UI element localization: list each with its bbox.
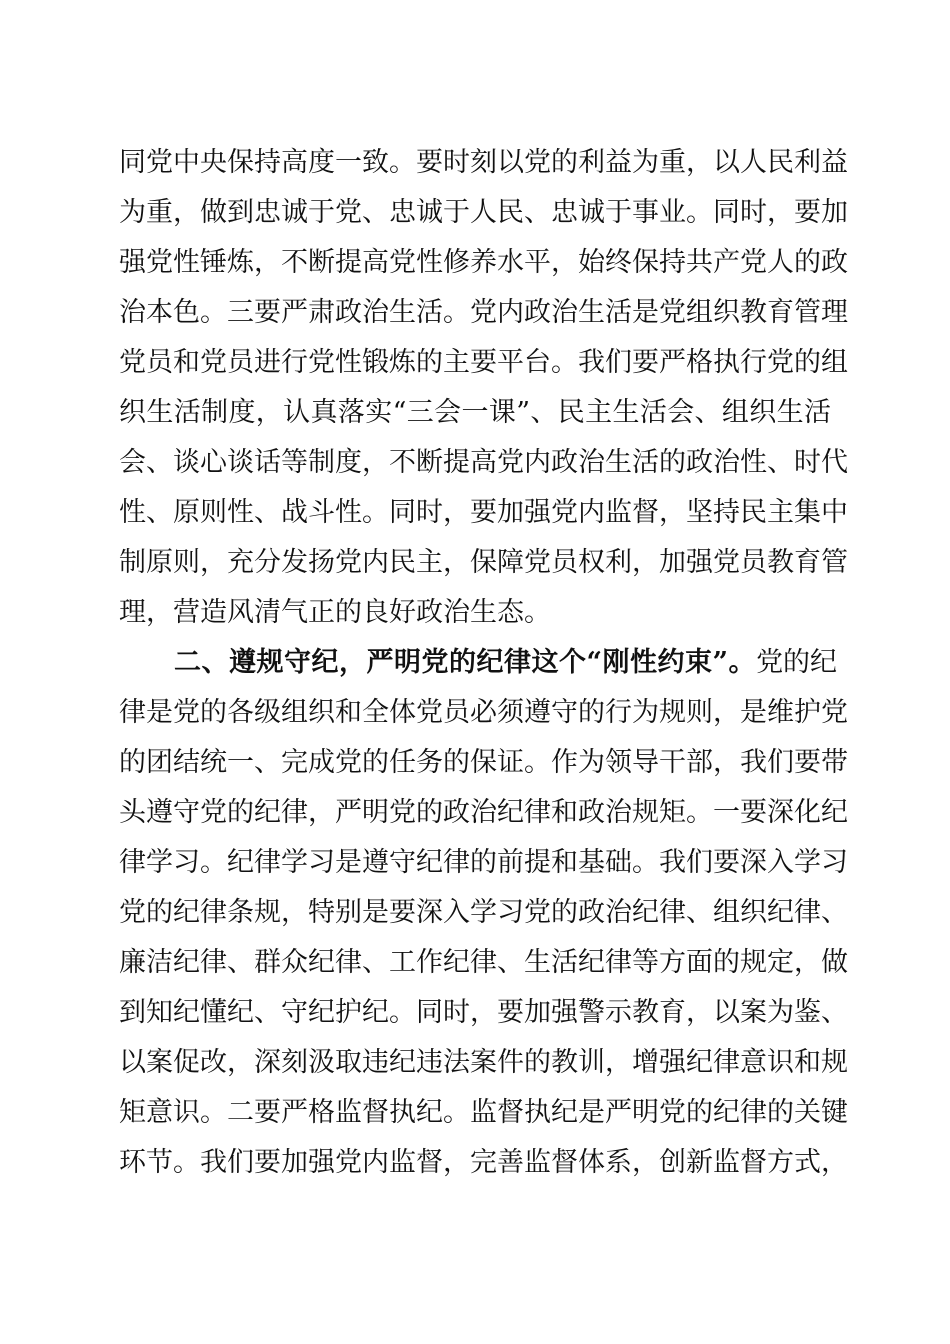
text-line: 强党性锤炼，不断提高党性修养水平，始终保持共产党人的政 (119, 247, 848, 278)
text-line: 治本色。三要严肃政治生活。党内政治生活是党组织教育管理 (119, 297, 848, 328)
text-line: 律是党的各级组织和全体党员必须遵守的行为规则，是维护党 (119, 697, 848, 728)
text-line: 性、原则性、战斗性。同时，要加强党内监督，坚持民主集中 (119, 497, 848, 528)
text-line: 制原则，充分发扬党内民主，保障党员权利，加强党员教育管 (119, 547, 848, 578)
text-line: 织生活制度，认真落实“三会一课”、民主生活会、组织生活 (119, 397, 831, 428)
text-line: 为重，做到忠诚于党、忠诚于人民、忠诚于事业。同时，要加 (119, 197, 848, 228)
section-heading-line (174, 643, 838, 683)
text-line: 到知纪懂纪、守纪护纪。同时，要加强警示教育，以案为鉴、 (119, 997, 848, 1028)
text-line: 廉洁纪律、群众纪律、工作纪律、生活纪律等方面的规定，做 (119, 947, 848, 978)
text-line: 律学习。纪律学习是遵守纪律的前提和基础。我们要深入学习 (119, 847, 848, 878)
heading-line-rest: 党的纪 (756, 647, 838, 678)
text-line: 头遵守党的纪律，严明党的政治纪律和政治规矩。一要深化纪 (119, 797, 848, 828)
text-line: 矩意识。二要严格监督执纪。监督执纪是严明党的纪律的关键 (119, 1097, 848, 1128)
text-line: 党员和党员进行党性锻炼的主要平台。我们要严格执行党的组 (119, 347, 848, 378)
text-line: 的团结统一、完成党的任务的保证。作为领导干部，我们要带 (119, 747, 848, 778)
text-line: 同党中央保持高度一致。要时刻以党的利益为重，以人民利益 (119, 147, 848, 178)
text-line: 理，营造风清气正的良好政治生态。 (119, 597, 551, 628)
text-line: 以案促改，深刻汲取违纪违法案件的教训，增强纪律意识和规 (119, 1047, 848, 1078)
text-line: 党的纪律条规，特别是要深入学习党的政治纪律、组织纪律、 (119, 897, 848, 928)
section-heading: 二、遵规守纪，严明党的纪律这个“刚性约束”。 (174, 647, 757, 678)
text-line: 环节。我们要加强党内监督，完善监督体系，创新监督方式， (119, 1147, 848, 1178)
text-line: 会、谈心谈话等制度，不断提高党内政治生活的政治性、时代 (119, 447, 848, 478)
